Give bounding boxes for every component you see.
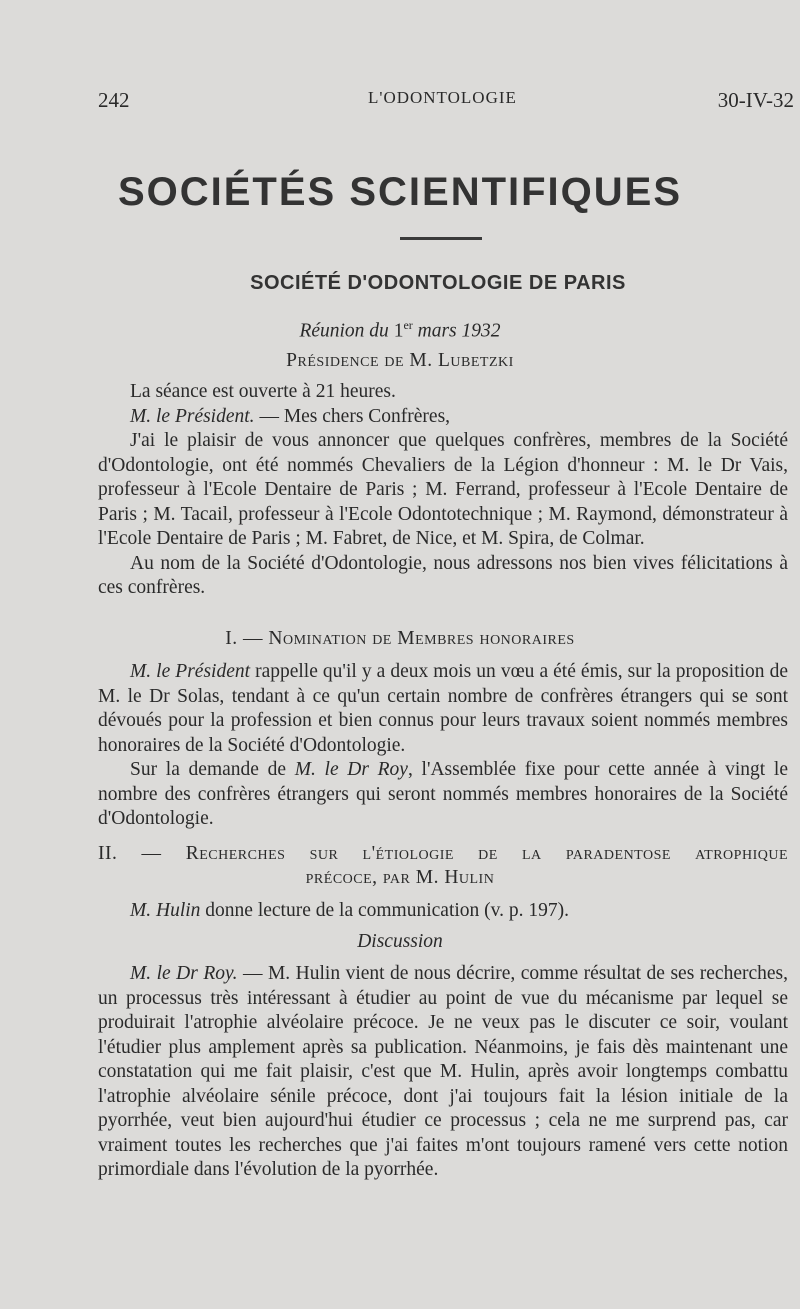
opening-line: La séance est ouverte à 21 heures. xyxy=(130,381,396,402)
discussion-paragraph: M. le Dr Roy. — M. Hulin vient de nous décrire, comme résultat de ses recherches, un processus très intéressant à étudier au point de vue du mécanisme par lequel se produirait l'atrophie alvéolaire précoce. Je ne veux pas le discuter ce soir, voulant l'étudier plus amplement après sa publication. Néanmoins, je fais dès maintenant une constatation qui me fait plaisir, c'est que M. Hulin, après avoir longtemps combattu l'atrophie alvéolaire sénile précoce, dont j'ai toujours fait la lésion initiale de la pyorrhée, veut bien aujourd'hui étudier ce processus ; cela ne me surprend pas, car vraiment toutes les recherches que j'ai faites m'ont toujours ramené vers cette notion primordiale dans l'évolution de la pyorrhée. xyxy=(98,963,788,1180)
congratulations-paragraph: Au nom de la Société d'Odontologie, nous adressons nos bien vives félicitations à ces confrères. xyxy=(98,552,788,598)
president-salutation: M. le Président. — Mes chers Confrères, xyxy=(130,405,451,427)
section-2-discussion xyxy=(98,962,788,1183)
title-rule xyxy=(400,237,482,240)
journal-name: L'ODONTOLOGIE xyxy=(368,88,517,107)
society-title: SOCIÉTÉ D'ODONTOLOGIE DE PARIS xyxy=(250,272,626,294)
announcement-paragraph: J'ai le plaisir de vous annoncer que quelques confrères, membres de la Société d'Odontologie, ont été nommés Chevaliers de la Légion d'honneur : M. le Dr Vais, professeur à l'Ecole Dentaire de Paris ; M. Ferrand, professeur à l'Ecole Dentaire de Paris ; M. Tacail, professeur à l'Ecole Odontotechnique ; M. Raymond, démonstrateur à l'Ecole Dentaire de Paris ; M. Fabret, de Nice, et M. Spira, de Colmar. xyxy=(98,430,788,549)
issue-date: 30-IV-32 xyxy=(717,88,794,112)
section-1-body xyxy=(98,660,788,832)
section-title: SOCIÉTÉS SCIENTIFIQUES xyxy=(117,170,683,214)
section-2-heading-line-1: II. — Recherches sur l'étiologie de la paradentose atrophique xyxy=(98,843,788,864)
running-head xyxy=(98,88,794,118)
section-1-paragraph-1: M. le Président rappelle qu'il y a deux mois un vœu a été émis, sur la proposition de M. le Dr Solas, tendant à ce qu'un certain nombre de confrères étrangers qui se sont dévoués pour la profession et bien connus pour leurs travaux soient nommés membres honoraires de la Société d'Odontologie. xyxy=(98,661,788,756)
discussion-heading: Discussion xyxy=(357,931,443,952)
opening-block xyxy=(98,380,788,601)
section-1-heading: I. — Nomination de Membres honoraires xyxy=(225,628,575,649)
section-1-paragraph-2: Sur la demande de M. le Dr Roy, l'Assemblée fixe pour cette année à vingt le nombre des confrères étrangers qui seront nommés membres honoraires de la Société d'Odontologie. xyxy=(98,759,788,829)
section-2-paragraph-1: M. Hulin donne lecture de la communication (v. p. 197). xyxy=(130,900,569,921)
page-number: 242 xyxy=(98,88,130,112)
presidence-line: Présidence de M. Lubetzki xyxy=(286,350,514,371)
section-2-heading-line-2: précoce, par M. Hulin xyxy=(305,867,495,888)
meeting-date: Réunion du 1er mars 1932 xyxy=(299,318,501,342)
section-2-intro xyxy=(98,899,788,924)
